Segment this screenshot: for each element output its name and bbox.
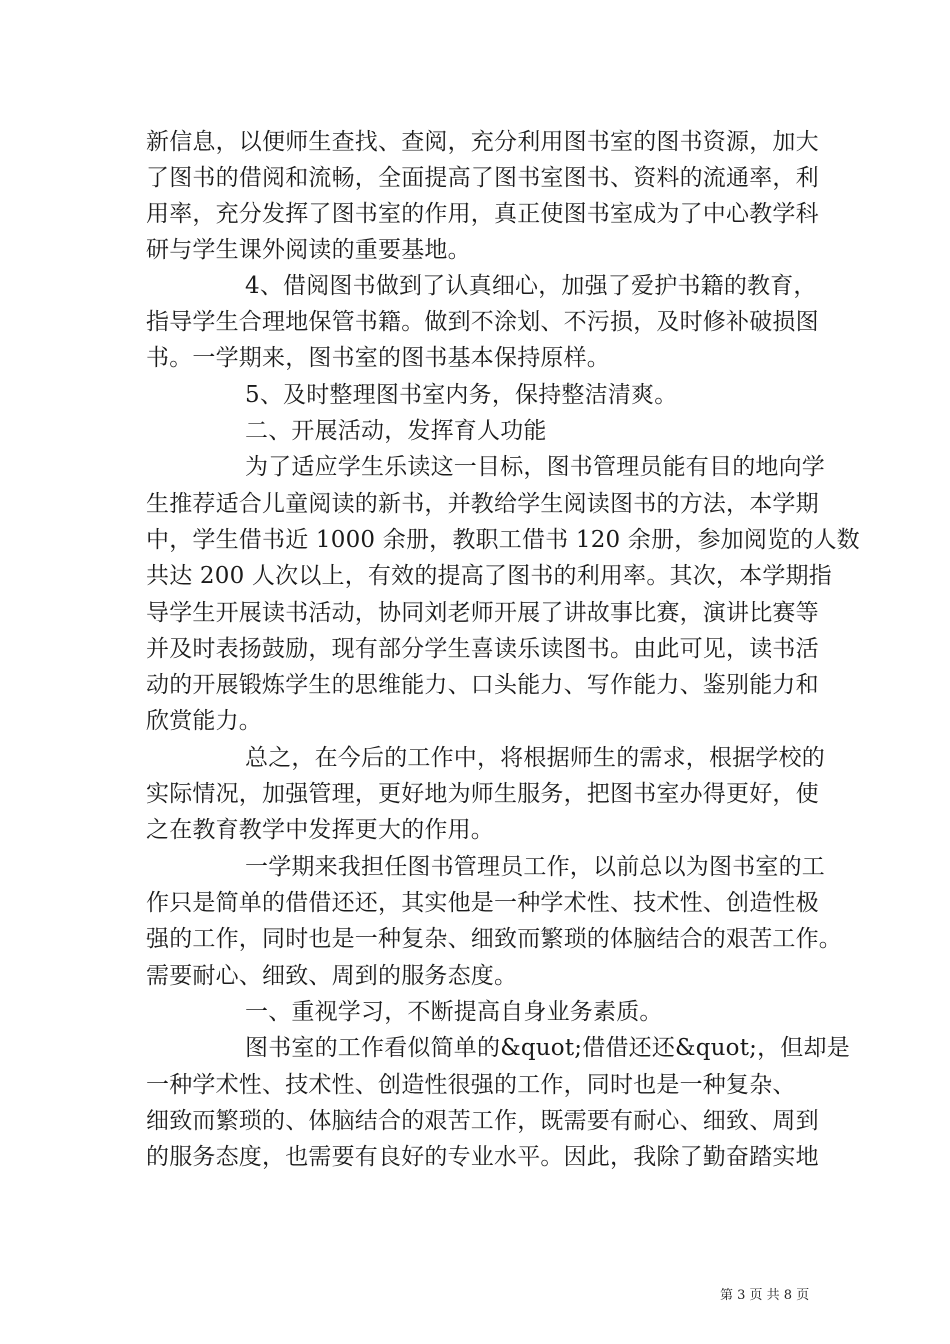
text-line: 细致而繁琐的、体脑结合的艰苦工作，既需要有耐心、细致、周到 [146, 1108, 819, 1134]
text-line: 强的工作，同时也是一种复杂、细致而繁琐的体脑结合的艰苦工作。 [146, 926, 842, 952]
text-line: 共达 200 人次以上，有效的提高了图书的利用率。其次，本学期指 [146, 563, 832, 589]
text-line: 的服务态度，也需要有良好的专业水平。因此，我除了勤奋踏实地 [146, 1144, 819, 1170]
text-line: 研与学生课外阅读的重要基地。 [146, 237, 471, 263]
text-line: 用率，充分发挥了图书室的作用，真正使图书室成为了中心教学科 [146, 201, 819, 227]
text-line: 一学期来我担任图书管理员工作，以前总以为图书室的工 [245, 854, 825, 880]
text-line: 需要耐心、细致、周到的服务态度。 [146, 963, 518, 989]
text-line: 图书室的工作看似简单的&quot;借借还还&quot;，但却是 [245, 1035, 850, 1061]
text-line: 实际情况，加强管理，更好地为师生服务，把图书室办得更好，使 [146, 781, 819, 807]
text-line: 新信息，以便师生查找、查阅，充分利用图书室的图书资源，加大 [146, 129, 819, 155]
text-line: 动的开展锻炼学生的思维能力、口头能力、写作能力、鉴别能力和 [146, 672, 819, 698]
page-number-footer: 第 3 页 共 8 页 [720, 1288, 810, 1303]
text-line: 4、借阅图书做到了认真细心，加强了爱护书籍的教育， [245, 273, 817, 299]
text-line: 并及时表扬鼓励，现有部分学生喜读乐读图书。由此可见，读书活 [146, 636, 819, 662]
section-heading: 二、开展活动，发挥育人功能 [245, 418, 547, 444]
text-line: 指导学生合理地保管书籍。做到不涂划、不污损，及时修补破损图 [146, 309, 819, 335]
text-line: 欣赏能力。 [146, 708, 262, 734]
text-line: 之在教育教学中发挥更大的作用。 [146, 817, 494, 843]
text-line: 一种学术性、技术性、创造性很强的工作，同时也是一种复杂、 [146, 1072, 796, 1098]
text-line: 中，学生借书近 1000 余册，教职工借书 120 余册，参加阅览的人数 [146, 527, 860, 553]
text-line: 作只是简单的借借还还，其实他是一种学术性、技术性、创造性极 [146, 890, 819, 916]
text-line: 生推荐适合儿童阅读的新书，并教给学生阅读图书的方法，本学期 [146, 491, 819, 517]
text-line: 书。一学期来，图书室的图书基本保持原样。 [146, 345, 610, 371]
text-line: 5、及时整理图书室内务，保持整洁清爽。 [245, 382, 678, 408]
text-line: 导学生开展读书活动，协同刘老师开展了讲故事比赛，演讲比赛等 [146, 600, 819, 626]
text-line: 为了适应学生乐读这一目标，图书管理员能有目的地向学 [245, 454, 825, 480]
text-line: 了图书的借阅和流畅，全面提高了图书室图书、资料的流通率，利 [146, 165, 819, 191]
text-line: 总之，在今后的工作中，将根据师生的需求，根据学校的 [245, 745, 825, 771]
section-heading: 一、重视学习，不断提高自身业务素质。 [245, 999, 663, 1025]
